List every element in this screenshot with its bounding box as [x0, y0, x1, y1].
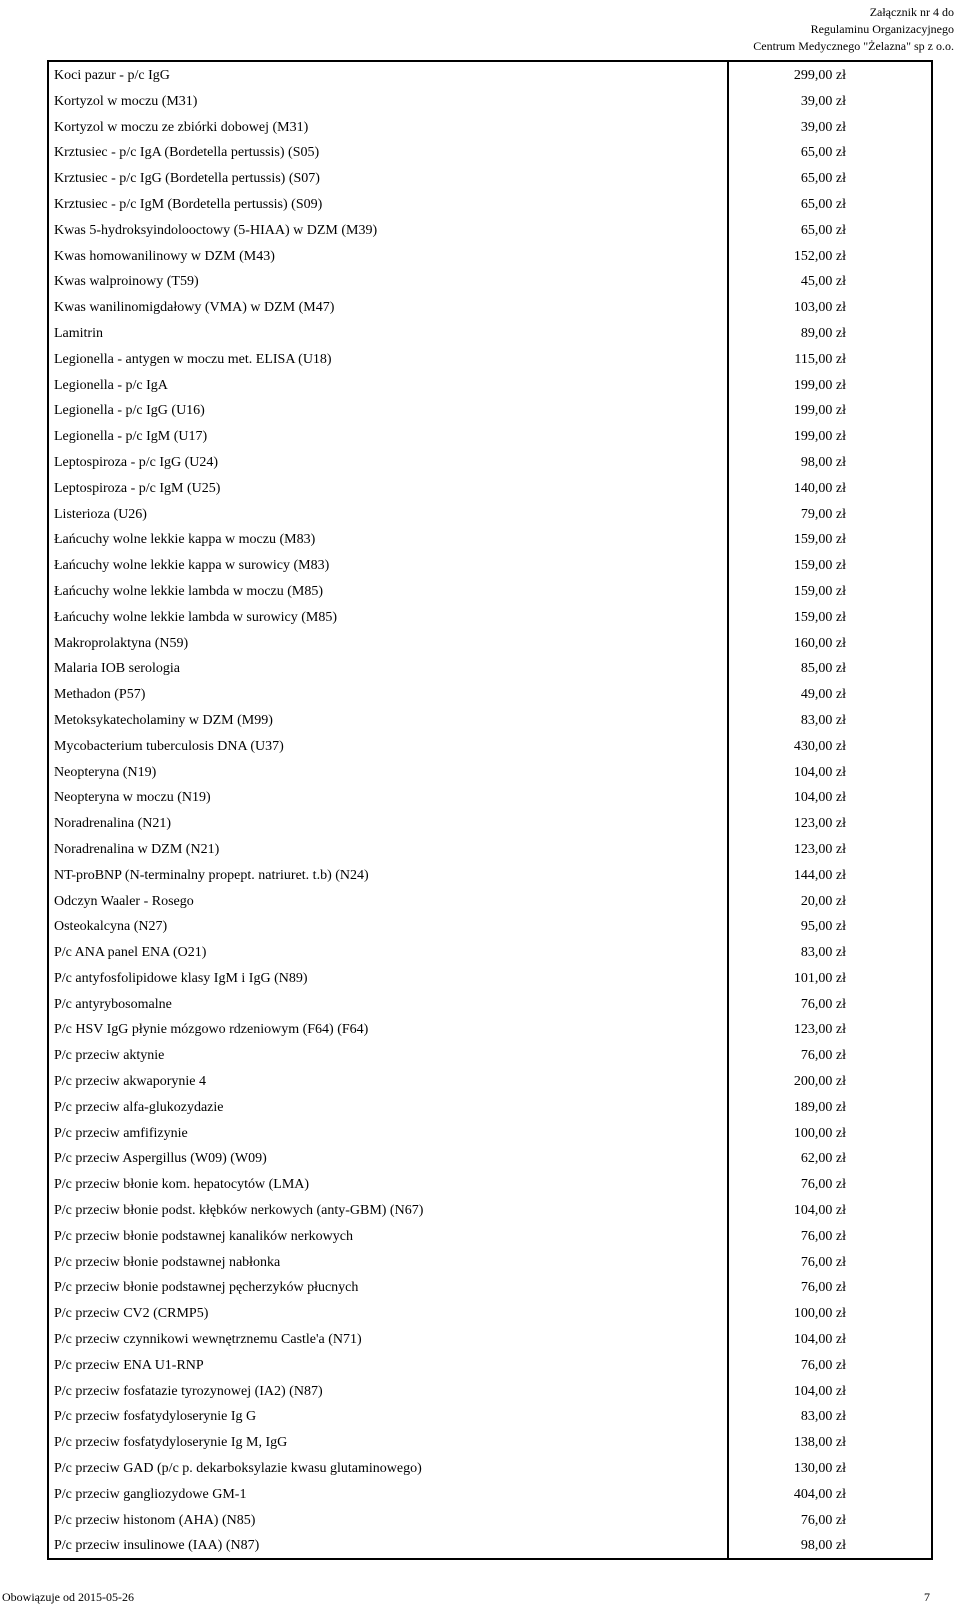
test-name: Legionella - p/c IgG (U16) [54, 403, 205, 419]
table-row [49, 398, 931, 424]
test-price: 104,00 zł [793, 1383, 846, 1399]
test-name: Kortyzol w moczu ze zbiórki dobowej (M31) [54, 119, 309, 135]
table-row [49, 1301, 931, 1327]
test-price: 39,00 zł [800, 93, 846, 109]
test-price: 101,00 zł [793, 970, 846, 986]
header-line-regulation: Regulaminu Organizacyjnego [810, 22, 954, 36]
test-name: Makroprolaktyna (N59) [54, 635, 189, 651]
table-row [49, 502, 931, 528]
test-name: P/c przeciw aktynie [54, 1048, 165, 1064]
table-row [49, 63, 931, 89]
test-name: Metoksykatecholaminy w DZM (M99) [54, 712, 273, 728]
test-name: Lamitrin [54, 325, 103, 341]
test-price: 65,00 zł [800, 171, 846, 187]
test-name: Leptospiroza - p/c IgG (U24) [54, 454, 219, 470]
header-line-company: Centrum Medycznego "Żelazna" sp z o.o. [753, 39, 954, 53]
test-name: P/c przeciw akwaporynie 4 [54, 1074, 206, 1090]
test-price: 98,00 zł [800, 454, 846, 470]
table-row [49, 1508, 931, 1534]
test-name: Krztusiec - p/c IgA (Bordetella pertussis) (S05) [54, 145, 320, 161]
test-name: Kortyzol w moczu (M31) [54, 93, 198, 109]
table-row [49, 1043, 931, 1069]
test-price: 115,00 zł [794, 351, 846, 367]
table-row [49, 1017, 931, 1043]
test-price: 100,00 zł [793, 1306, 846, 1322]
test-name: Łańcuchy wolne lekkie lambda w moczu (M85) [54, 583, 324, 599]
test-name: P/c przeciw gangliozydowe GM-1 [54, 1486, 247, 1502]
test-name: P/c przeciw fosfatazie tyrozynowej (IA2) (N87) [54, 1383, 323, 1399]
test-price: 160,00 zł [793, 635, 846, 651]
table-row [49, 811, 931, 837]
test-price: 159,00 zł [793, 609, 846, 625]
test-price: 103,00 zł [793, 300, 846, 316]
table-row [49, 450, 931, 476]
table-row [49, 760, 931, 786]
table-row [49, 1353, 931, 1379]
table-row [49, 940, 931, 966]
test-price: 39,00 zł [800, 119, 846, 135]
table-row [49, 1533, 931, 1559]
test-price: 89,00 zł [800, 325, 846, 341]
test-price: 98,00 zł [800, 1538, 846, 1554]
table-row [49, 295, 931, 321]
test-price: 83,00 zł [800, 1409, 846, 1425]
test-name: Mycobacterium tuberculosis DNA (U37) [54, 738, 284, 754]
test-name: Łańcuchy wolne lekkie lambda w surowicy (M85) [54, 609, 338, 625]
test-name: P/c przeciw błonie podst. kłębków nerkowych (anty-GBM) (N67) [54, 1203, 424, 1219]
table-row [49, 992, 931, 1018]
table-row [49, 140, 931, 166]
table-row [49, 631, 931, 657]
test-name: Odczyn Waaler - Rosego [54, 893, 194, 909]
table-row [49, 914, 931, 940]
table-row [49, 1327, 931, 1353]
test-name: P/c przeciw CV2 (CRMP5) [54, 1306, 209, 1322]
test-price: 79,00 zł [800, 506, 846, 522]
table-row [49, 1198, 931, 1224]
test-price: 76,00 zł [800, 1048, 846, 1064]
test-name: Koci pazur - p/c IgG [54, 68, 170, 83]
test-price: 76,00 zł [800, 1280, 846, 1296]
test-price: 159,00 zł [793, 532, 846, 548]
test-price: 104,00 zł [793, 764, 846, 780]
table-row [49, 863, 931, 889]
test-name: P/c przeciw czynnikowi wewnętrznemu Castle'a (N71) [54, 1332, 362, 1348]
test-name: P/c przeciw amfifizynie [54, 1125, 188, 1141]
test-name: P/c ANA panel ENA (O21) [54, 945, 207, 961]
test-price: 159,00 zł [793, 583, 846, 599]
test-name: P/c przeciw błonie podstawnej pęcherzyków płucnych [54, 1280, 359, 1296]
test-price: 199,00 zł [793, 377, 846, 393]
test-price: 76,00 zł [800, 996, 846, 1012]
test-name: Osteokalcyna (N27) [54, 919, 168, 935]
test-price: 140,00 zł [793, 480, 846, 496]
table-row [49, 527, 931, 553]
test-name: Noradrenalina (N21) [54, 816, 172, 832]
table-row [49, 424, 931, 450]
test-name: Kwas wanilinomigdałowy (VMA) w DZM (M47) [54, 300, 335, 316]
table-row [49, 1224, 931, 1250]
table-row [49, 837, 931, 863]
test-name: Krztusiec - p/c IgM (Bordetella pertussis) (S09) [54, 196, 323, 212]
test-name: P/c przeciw błonie kom. hepatocytów (LMA) [54, 1177, 310, 1193]
test-price: 199,00 zł [793, 429, 846, 445]
test-price: 130,00 zł [793, 1461, 846, 1477]
test-price: 152,00 zł [793, 248, 846, 264]
table-row [49, 347, 931, 373]
price-table-rows [49, 63, 931, 1559]
table-row [49, 605, 931, 631]
table-row [49, 476, 931, 502]
table-row [49, 553, 931, 579]
table-row [49, 682, 931, 708]
table-row [49, 373, 931, 399]
test-price: 76,00 zł [800, 1512, 846, 1528]
table-row [49, 734, 931, 760]
test-price: 159,00 zł [793, 558, 846, 574]
test-price: 189,00 zł [793, 1099, 846, 1115]
table-row [49, 192, 931, 218]
effective-date: Obowiązuje od 2015-05-26 [2, 1590, 134, 1604]
test-price: 65,00 zł [800, 196, 846, 212]
table-row [49, 1379, 931, 1405]
table-row [49, 115, 931, 141]
document-header [753, 4, 954, 55]
header-line-annex: Załącznik nr 4 do [869, 5, 954, 19]
test-price: 76,00 zł [800, 1228, 846, 1244]
test-name: Legionella - p/c IgM (U17) [54, 429, 208, 445]
test-name: P/c przeciw histonom (AHA) (N85) [54, 1512, 256, 1528]
test-price: 299,00 zł [793, 68, 846, 83]
table-row [49, 1146, 931, 1172]
test-name: Łańcuchy wolne lekkie kappa w surowicy (M83) [54, 558, 330, 574]
test-price: 85,00 zł [800, 661, 846, 677]
test-name: P/c przeciw fosfatydyloserynie Ig G [54, 1409, 257, 1425]
test-name: Łańcuchy wolne lekkie kappa w moczu (M83) [54, 532, 316, 548]
test-name: P/c przeciw GAD (p/c p. dekarboksylazie kwasu glutaminowego) [54, 1461, 422, 1477]
table-row [49, 1404, 931, 1430]
test-price: 76,00 zł [800, 1254, 846, 1270]
test-name: Neopteryna w moczu (N19) [54, 790, 211, 806]
table-row [49, 1456, 931, 1482]
table-row [49, 1430, 931, 1456]
test-price: 76,00 zł [800, 1177, 846, 1193]
test-price: 100,00 zł [793, 1125, 846, 1141]
table-row [49, 1250, 931, 1276]
test-price: 104,00 zł [793, 1332, 846, 1348]
test-name: Noradrenalina w DZM (N21) [54, 841, 220, 857]
test-name: Listerioza (U26) [54, 506, 147, 522]
table-row [49, 966, 931, 992]
test-price: 123,00 zł [793, 841, 846, 857]
test-name: Malaria IOB serologia [54, 661, 180, 677]
test-name: P/c antyfosfolipidowe klasy IgM i IgG (N89) [54, 970, 308, 986]
test-name: P/c antyrybosomalne [54, 996, 172, 1012]
table-row [49, 1482, 931, 1508]
test-name: Kwas walproinowy (T59) [54, 274, 199, 290]
test-price: 62,00 zł [800, 1151, 846, 1167]
price-table [47, 60, 933, 1560]
table-row [49, 1172, 931, 1198]
test-price: 104,00 zł [793, 790, 846, 806]
table-row [49, 708, 931, 734]
test-price: 430,00 zł [793, 738, 846, 754]
test-name: P/c HSV IgG płynie mózgowo rdzeniowym (F64) (F64) [54, 1022, 369, 1038]
test-price: 200,00 zł [793, 1074, 846, 1090]
test-price: 144,00 zł [793, 867, 846, 883]
test-name: P/c przeciw ENA U1-RNP [54, 1357, 204, 1373]
test-price: 45,00 zł [800, 274, 846, 290]
test-name: P/c przeciw błonie podstawnej kanalików nerkowych [54, 1228, 353, 1244]
table-row [49, 656, 931, 682]
test-price: 95,00 zł [800, 919, 846, 935]
test-name: P/c przeciw Aspergillus (W09) (W09) [54, 1151, 267, 1167]
test-price: 404,00 zł [793, 1486, 846, 1502]
test-name: Legionella - antygen w moczu met. ELISA (U18) [54, 351, 332, 367]
test-name: P/c przeciw insulinowe (IAA) (N87) [54, 1538, 260, 1554]
test-price: 49,00 zł [800, 687, 846, 703]
table-row [49, 1121, 931, 1147]
table-row [49, 244, 931, 270]
page-number: 7 [924, 1590, 930, 1604]
table-row [49, 1275, 931, 1301]
test-price: 123,00 zł [793, 1022, 846, 1038]
table-row [49, 579, 931, 605]
test-name: NT-proBNP (N-terminalny propept. natriuret. t.b) (N24) [54, 867, 369, 883]
test-price: 20,00 zł [800, 893, 846, 909]
test-price: 83,00 zł [800, 945, 846, 961]
table-row [49, 889, 931, 915]
table-row [49, 269, 931, 295]
test-price: 83,00 zł [800, 712, 846, 728]
test-name: P/c przeciw błonie podstawnej nabłonka [54, 1254, 281, 1270]
test-name: Methadon (P57) [54, 687, 146, 703]
table-row [49, 1095, 931, 1121]
test-name: Krztusiec - p/c IgG (Bordetella pertussis) (S07) [54, 171, 320, 187]
test-name: Kwas 5-hydroksyindolooctowy (5-HIAA) w DZM (M39) [54, 222, 378, 238]
test-price: 123,00 zł [793, 816, 846, 832]
table-row [49, 89, 931, 115]
table-row [49, 166, 931, 192]
table-row [49, 218, 931, 244]
test-price: 65,00 zł [800, 145, 846, 161]
test-name: P/c przeciw alfa-glukozydazie [54, 1099, 224, 1115]
table-row [49, 1069, 931, 1095]
test-name: Leptospiroza - p/c IgM (U25) [54, 480, 221, 496]
table-row [49, 785, 931, 811]
table-row [49, 321, 931, 347]
test-price: 104,00 zł [793, 1203, 846, 1219]
test-price: 65,00 zł [800, 222, 846, 238]
test-name: Legionella - p/c IgA [54, 377, 168, 393]
test-price: 138,00 zł [793, 1435, 846, 1451]
test-name: Kwas homowanilinowy w DZM (M43) [54, 248, 275, 264]
test-name: P/c przeciw fosfatydyloserynie Ig M, IgG [54, 1435, 288, 1451]
test-price: 76,00 zł [800, 1357, 846, 1373]
test-price: 199,00 zł [793, 403, 846, 419]
test-name: Neopteryna (N19) [54, 764, 157, 780]
